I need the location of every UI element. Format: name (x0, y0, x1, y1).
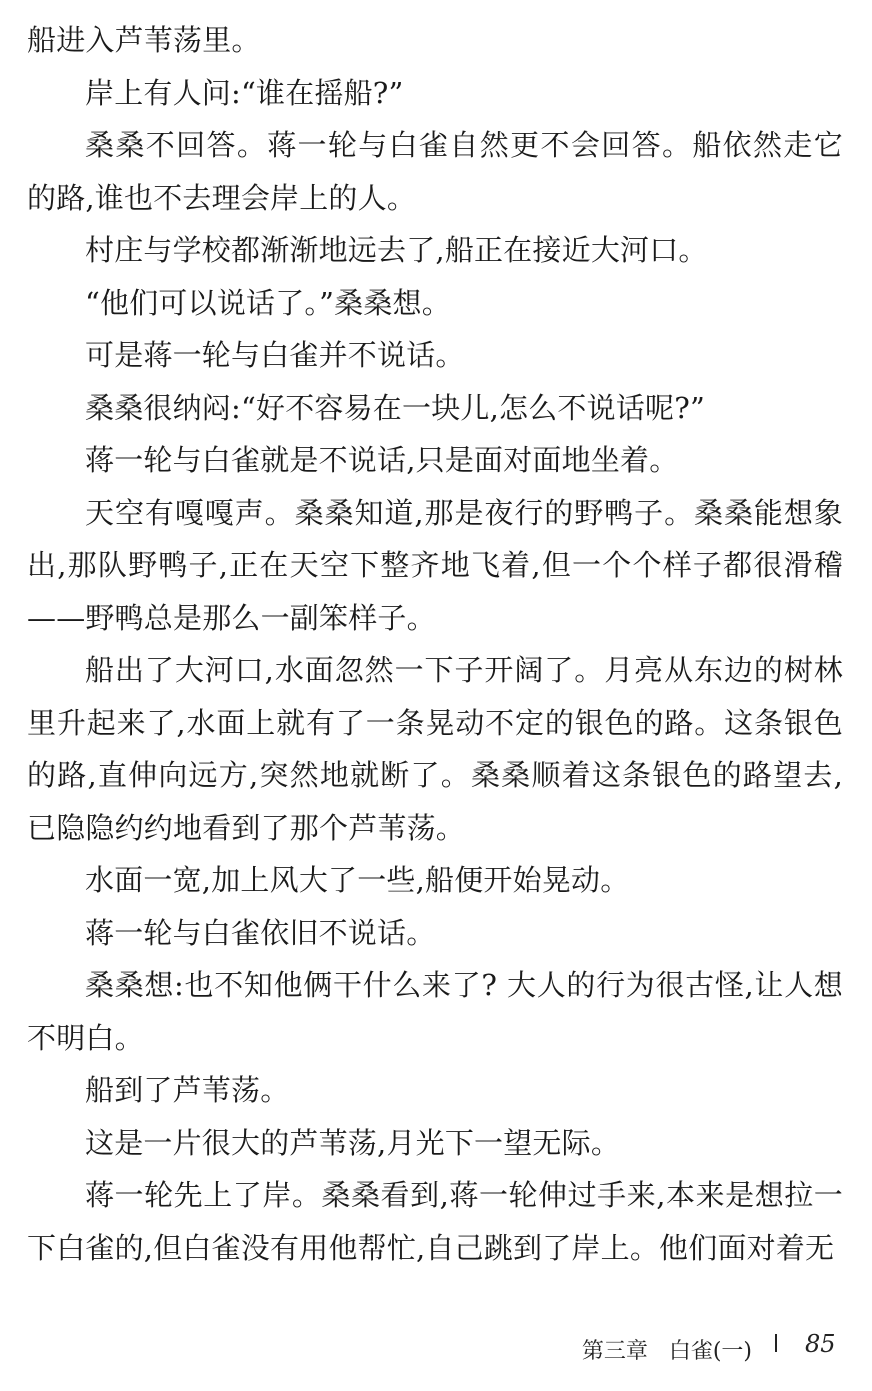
body-text (27, 14, 843, 1274)
paragraph: 天空有嘎嘎声。桑桑知道,那是夜行的野鸭子。桑桑能想象出,那队野鸭子,正在天空下整齐地飞着,但一个个样子都很滑稽——野鸭总是那么一副笨样子。 (27, 495, 843, 635)
paragraph: 船进入芦苇荡里。 (27, 23, 261, 57)
paragraph: 船到了芦苇荡。 (85, 1073, 290, 1107)
page-footer (0, 1328, 872, 1368)
paragraph: 这是一片很大的芦苇荡,月光下一望无际。 (85, 1125, 621, 1160)
paragraph: 桑桑很纳闷:“好不容易在一块儿,怎么不说话呢?” (85, 390, 705, 425)
chapter-title: 第三章 白雀(一) (581, 1339, 752, 1364)
paragraph: 村庄与学校都渐渐地远去了,船正在接近大河口。 (85, 233, 708, 267)
paragraph: 水面一宽,加上风大了一些,船便开始晃动。 (85, 863, 630, 897)
paragraph: 桑桑想:也不知他俩干什么来了? 大人的行为很古怪,让人想不明白。 (27, 968, 843, 1055)
paragraph: 可是蒋一轮与白雀并不说话。 (85, 338, 465, 372)
paragraph: “他们可以说话了。”桑桑想。 (85, 285, 451, 320)
paragraph: 船出了大河口,水面忽然一下子开阔了。月亮从东边的树林里升起来了,水面上就有了一条晃动不定的银色的路。这条银色的路,直伸向远方,突然地就断了。桑桑顺着这条银色的路望去,已隐隐约约地看到了那个芦苇荡。 (27, 653, 843, 845)
paragraph: 岸上有人问:“谁在摇船?” (85, 75, 404, 110)
paragraph: 桑桑不回答。蒋一轮与白雀自然更不会回答。船依然走它的路,谁也不去理会岸上的人。 (27, 128, 843, 215)
paragraph: 蒋一轮与白雀依旧不说话。 (85, 915, 436, 950)
footer-separator (775, 1334, 777, 1352)
paragraph: 蒋一轮与白雀就是不说话,只是面对面地坐着。 (85, 443, 679, 477)
paragraph: 蒋一轮先上了岸。桑桑看到,蒋一轮伸过手来,本来是想拉一下白雀的,但白雀没有用他帮忙,自己跳到了岸上。他们面对着无 (27, 1178, 843, 1265)
page-number: 85 (805, 1330, 836, 1358)
